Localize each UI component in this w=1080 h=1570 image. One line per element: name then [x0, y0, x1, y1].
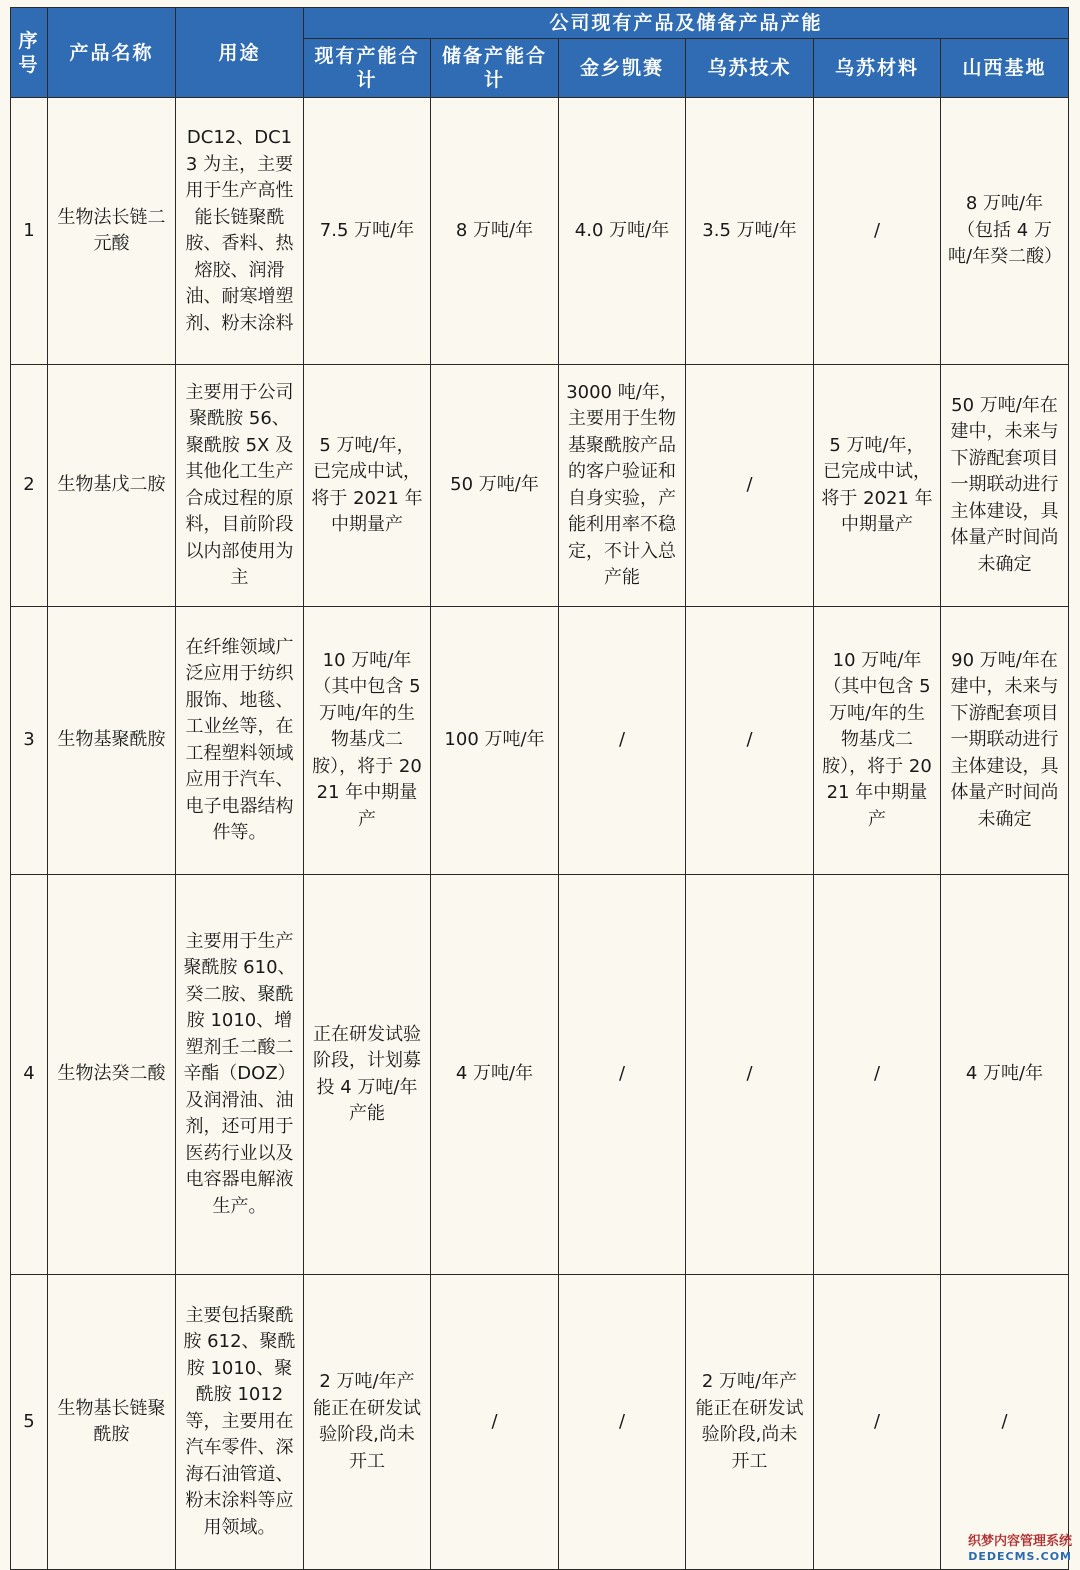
- jinxiang-capacity: /: [559, 1275, 686, 1570]
- product-name: 生物法长链二元酸: [48, 98, 176, 365]
- wusu-material-capacity: /: [814, 875, 941, 1275]
- wusu-material-capacity: /: [814, 98, 941, 365]
- wusu-tech-capacity: /: [686, 365, 814, 607]
- wusu-tech-capacity: 3.5 万吨/年: [686, 98, 814, 365]
- reserve-total-capacity: 8 万吨/年: [431, 98, 559, 365]
- header-shanxi: 山西基地: [941, 39, 1069, 98]
- product-name: 生物法癸二酸: [48, 875, 176, 1275]
- reserve-total-capacity: 50 万吨/年: [431, 365, 559, 607]
- wusu-material-capacity: /: [814, 1275, 941, 1570]
- jinxiang-capacity: 3000 吨/年，主要用于生物基聚酰胺产品的客户验证和自身实验，产能利用率不稳定，不计入总产能: [559, 365, 686, 607]
- existing-total-capacity: 2 万吨/年产能正在研发试验阶段,尚未开工: [304, 1275, 431, 1570]
- product-usage: 在纤维领域广泛应用于纺织服饰、地毯、工业丝等，在工程塑料领域应用于汽车、电子电器结构件等。: [176, 607, 304, 875]
- wusu-material-capacity: 10 万吨/年（其中包含 5 万吨/年的生物基戊二胺），将于 2021 年中期量产: [814, 607, 941, 875]
- shanxi-capacity: 90 万吨/年在建中，未来与下游配套项目一期联动进行主体建设，具体量产时间尚未确定: [941, 607, 1069, 875]
- jinxiang-capacity: /: [559, 607, 686, 875]
- existing-total-capacity: 7.5 万吨/年: [304, 98, 431, 365]
- shanxi-capacity: 8 万吨/年（包括 4 万吨/年癸二酸）: [941, 98, 1069, 365]
- watermark-domain: DEDECMS.COM: [968, 1550, 1072, 1563]
- wusu-tech-capacity: 2 万吨/年产能正在研发试验阶段,尚未开工: [686, 1275, 814, 1570]
- header-product-name: 产品名称: [48, 8, 176, 98]
- table-row: [11, 1275, 1069, 1570]
- shanxi-capacity: 50 万吨/年在建中，未来与下游配套项目一期联动进行主体建设，具体量产时间尚未确定: [941, 365, 1069, 607]
- header-jinxiang: 金乡凯赛: [559, 39, 686, 98]
- table-row: [11, 875, 1069, 1275]
- header-usage: 用途: [176, 8, 304, 98]
- row-index: 1: [11, 98, 48, 365]
- row-index: 3: [11, 607, 48, 875]
- existing-total-capacity: 5 万吨/年，已完成中试，将于 2021 年中期量产: [304, 365, 431, 607]
- table-row: [11, 607, 1069, 875]
- wusu-tech-capacity: /: [686, 607, 814, 875]
- product-name: 生物基戊二胺: [48, 365, 176, 607]
- header-wusu-material: 乌苏材料: [814, 39, 941, 98]
- watermark: [968, 1534, 1072, 1564]
- wusu-material-capacity: 5 万吨/年，已完成中试，将于 2021 年中期量产: [814, 365, 941, 607]
- product-usage: DC12、DC13 为主，主要用于生产高性能长链聚酰胺、香料、热熔胶、润滑油、耐寒增塑剂、粉末涂料: [176, 98, 304, 365]
- product-name: 生物基聚酰胺: [48, 607, 176, 875]
- existing-total-capacity: 正在研发试验阶段，计划募投 4 万吨/年产能: [304, 875, 431, 1275]
- row-index: 4: [11, 875, 48, 1275]
- row-index: 2: [11, 365, 48, 607]
- table-row: [11, 365, 1069, 607]
- table-row: [11, 98, 1069, 365]
- capacity-table: [10, 7, 1069, 1570]
- wusu-tech-capacity: /: [686, 875, 814, 1275]
- header-reserve-total: 储备产能合计: [431, 39, 559, 98]
- product-usage: 主要用于生产聚酰胺 610、癸二胺、聚酰胺 1010、增塑剂壬二酸二辛酯（DOZ）及润滑油、油剂，还可用于医药行业以及电容器电解液生产。: [176, 875, 304, 1275]
- reserve-total-capacity: 4 万吨/年: [431, 875, 559, 1275]
- jinxiang-capacity: /: [559, 875, 686, 1275]
- header-capacity-group: 公司现有产品及储备产品产能: [304, 8, 1069, 39]
- header-wusu-tech: 乌苏技术: [686, 39, 814, 98]
- watermark-title: 织梦内容管理系统: [967, 1534, 1072, 1549]
- row-index: 5: [11, 1275, 48, 1570]
- header-index: 序号: [11, 8, 48, 98]
- product-usage: 主要用于公司聚酰胺 56、聚酰胺 5X 及其他化工生产合成过程的原料，目前阶段以内部使用为主: [176, 365, 304, 607]
- reserve-total-capacity: /: [431, 1275, 559, 1570]
- shanxi-capacity: 4 万吨/年: [941, 875, 1069, 1275]
- reserve-total-capacity: 100 万吨/年: [431, 607, 559, 875]
- existing-total-capacity: 10 万吨/年（其中包含 5 万吨/年的生物基戊二胺），将于 2021 年中期量产: [304, 607, 431, 875]
- product-name: 生物基长链聚酰胺: [48, 1275, 176, 1570]
- shanxi-capacity: /: [941, 1275, 1069, 1570]
- product-usage: 主要包括聚酰胺 612、聚酰胺 1010、聚酰胺 1012 等，主要用在汽车零件、深海石油管道、粉末涂料等应用领域。: [176, 1275, 304, 1570]
- header-existing-total: 现有产能合计: [304, 39, 431, 98]
- jinxiang-capacity: 4.0 万吨/年: [559, 98, 686, 365]
